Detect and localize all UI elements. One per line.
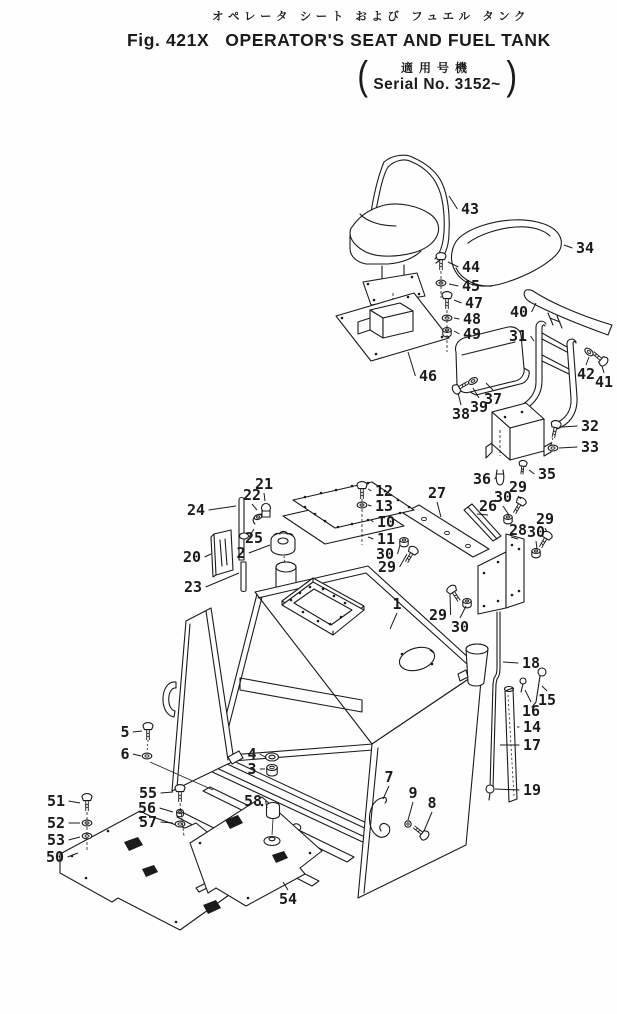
leader-line — [260, 754, 265, 757]
part-number-label: 19 — [522, 781, 542, 799]
leader-line — [564, 245, 572, 248]
gauge-14 — [505, 687, 518, 803]
part-number-label: 4 — [247, 745, 257, 763]
part-number-label: 44 — [461, 258, 481, 276]
bolt-icon — [445, 584, 463, 604]
leader-line — [586, 357, 589, 365]
washer-icon — [142, 753, 152, 759]
bolt-icon — [175, 785, 185, 802]
part-number-label: 58 — [243, 792, 263, 810]
bracket-20 — [211, 530, 233, 577]
leader-line — [252, 504, 257, 510]
serial-number: Serial No. 3152~ — [373, 75, 501, 93]
leader-line — [529, 470, 534, 474]
bolt-icon — [143, 723, 153, 740]
part-number-label: 9 — [408, 784, 418, 802]
part-number-label: 11 — [376, 530, 396, 548]
nut-icon — [267, 765, 278, 777]
leader-line — [408, 352, 415, 376]
vent-tube-18 — [493, 612, 500, 684]
leader-line — [161, 792, 173, 793]
leader-line — [450, 594, 451, 615]
part-number-label: 51 — [46, 792, 66, 810]
leader-line — [69, 837, 80, 840]
part-number-label: 7 — [384, 768, 394, 786]
close-paren: ) — [506, 54, 517, 98]
part-number-label: 2 — [236, 544, 246, 562]
leader-line — [398, 545, 400, 554]
part-number-label: 56 — [137, 799, 157, 817]
figure-number: Fig. 421X — [127, 30, 210, 50]
open-paren: ( — [357, 54, 368, 98]
part-number-label: 42 — [576, 365, 596, 383]
part-number-label: 57 — [138, 813, 158, 831]
strap-40 — [524, 290, 612, 335]
leader-line — [458, 393, 461, 405]
leader-line — [602, 366, 604, 373]
nut-icon — [177, 809, 184, 816]
part-number-label: 36 — [472, 470, 492, 488]
bolt-icon — [402, 545, 419, 565]
leader-line — [449, 196, 457, 209]
leader-line — [133, 731, 142, 732]
leader-line — [503, 662, 518, 663]
washer-icon — [175, 821, 185, 827]
part-number-label: 15 — [537, 691, 557, 709]
nut-icon — [532, 549, 540, 558]
part-number-label: 49 — [462, 325, 482, 343]
leader-line — [525, 690, 531, 702]
leader-line — [536, 541, 537, 549]
washer-icon — [548, 445, 558, 451]
part-number-label: 27 — [427, 484, 447, 502]
leader-line — [562, 426, 577, 427]
figure-title: OPERATOR'S SEAT AND FUEL TANK — [225, 30, 551, 50]
leader-line — [559, 447, 577, 448]
washer-icon — [266, 753, 279, 761]
part-number-label: 54 — [278, 890, 298, 908]
leader-line — [449, 284, 458, 286]
part-number-label: 13 — [374, 497, 394, 515]
serial-label-japanese: 適用号機 — [400, 60, 473, 75]
fitting-19 — [486, 785, 494, 800]
leader-line — [69, 801, 80, 803]
part-number-label: 53 — [46, 831, 66, 849]
nut-icon — [405, 821, 411, 827]
part-number-label: 45 — [461, 277, 481, 295]
part-number-label: 6 — [120, 745, 130, 763]
figure-title-japanese: オペレータ シート および フュエル タンク — [212, 11, 530, 23]
leader-line — [368, 537, 373, 539]
bolt-16 — [520, 678, 526, 692]
part-number-label: 31 — [508, 327, 528, 345]
part-number-label: 10 — [376, 513, 396, 531]
part-number-label: 14 — [522, 718, 542, 736]
part-number-label: 35 — [537, 465, 557, 483]
washer-icon — [254, 514, 263, 521]
part-number-label: 46 — [418, 367, 438, 385]
nut-icon — [463, 599, 471, 608]
part-number-label: 39 — [469, 398, 489, 416]
leader-line — [454, 331, 459, 334]
part-number-label: 38 — [451, 405, 471, 423]
nut-icon — [400, 538, 408, 547]
part-number-label: 30 — [526, 523, 546, 541]
leader-line — [206, 573, 239, 587]
tank-left-panel — [163, 608, 243, 791]
leader-line — [209, 506, 236, 510]
part-number-label: 52 — [46, 814, 66, 832]
part-number-label: 29 — [428, 606, 448, 624]
leader-line — [133, 754, 141, 756]
part-number-label: 37 — [483, 390, 503, 408]
bolt-icon — [548, 420, 561, 439]
part-number-label: 43 — [460, 200, 480, 218]
part-number-label: 29 — [535, 510, 555, 528]
part-number-label: 30 — [375, 545, 395, 563]
part-number-label: 23 — [183, 578, 203, 596]
leader-line — [454, 300, 461, 303]
part-number-label: 18 — [521, 654, 541, 672]
part-number-label: 22 — [242, 486, 262, 504]
leader-line — [454, 318, 459, 319]
leader-line — [264, 493, 265, 501]
seat-assembly-43 — [350, 155, 449, 305]
part-number-label: 34 — [575, 239, 595, 257]
part-number-label: 32 — [580, 417, 600, 435]
tube-17 — [490, 684, 496, 789]
part-number-label: 29 — [508, 478, 528, 496]
part-callouts — [46, 196, 613, 908]
bolt-icon — [82, 794, 92, 811]
leader-line — [205, 554, 211, 557]
part-number-label: 47 — [464, 294, 484, 312]
cotter-pin-36 — [496, 470, 504, 485]
part-number-label: 26 — [478, 497, 498, 515]
part-number-label: 41 — [594, 373, 614, 391]
bolt-icon — [518, 460, 527, 475]
leader-line — [531, 336, 534, 341]
part-number-label: 30 — [493, 488, 513, 506]
leader-line — [460, 606, 466, 618]
part-number-label: 33 — [580, 438, 600, 456]
leader-line — [437, 502, 441, 517]
part-number-label: 29 — [377, 558, 397, 576]
part-number-label: 17 — [522, 736, 542, 754]
grab-handle — [163, 682, 176, 717]
part-number-label: 12 — [374, 482, 394, 500]
part-number-label: 20 — [182, 548, 202, 566]
bolt-icon — [510, 496, 527, 516]
part-number-label: 16 — [521, 702, 541, 720]
part-number-label: 24 — [186, 501, 206, 519]
fitting-21-22 — [253, 504, 270, 525]
part-number-label: 25 — [244, 529, 264, 547]
part-number-label: 55 — [138, 784, 158, 802]
part-number-label: 40 — [509, 303, 529, 321]
part-number-label: 8 — [427, 794, 437, 812]
part-number-label: 28 — [508, 521, 528, 539]
hardware-3-4 — [266, 753, 279, 776]
part-number-label: 48 — [462, 310, 482, 328]
part-number-label: 50 — [45, 848, 65, 866]
leader-line — [160, 808, 173, 812]
part-number-label: 21 — [254, 475, 274, 493]
part-number-label: 30 — [450, 618, 470, 636]
part-number-label: 5 — [120, 723, 130, 741]
bolt-icon — [442, 292, 452, 309]
part-number-label: 1 — [392, 595, 402, 613]
mount-plate-46 — [336, 293, 449, 361]
part-number-label: 3 — [247, 760, 257, 778]
tube-23 — [241, 562, 246, 592]
washer-icon — [583, 347, 594, 358]
leader-line — [503, 506, 509, 515]
